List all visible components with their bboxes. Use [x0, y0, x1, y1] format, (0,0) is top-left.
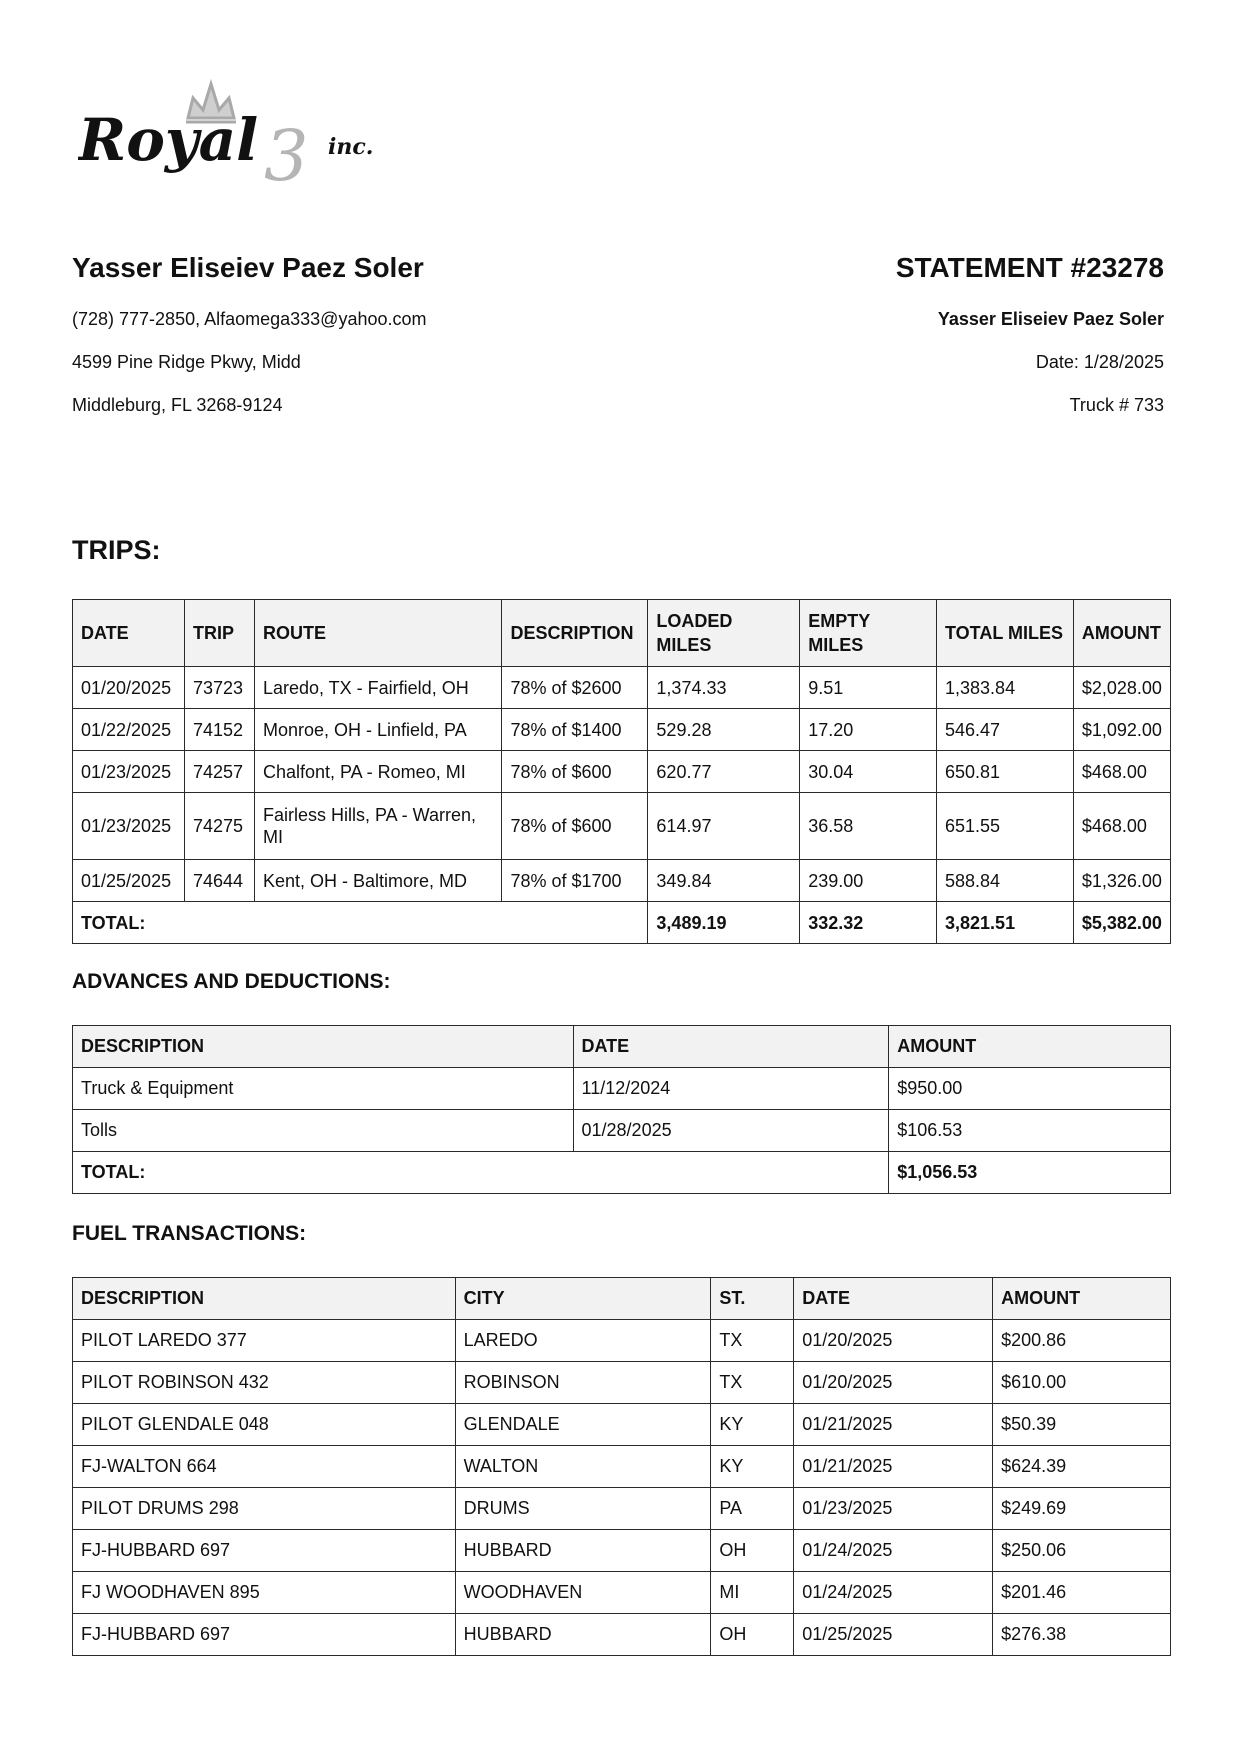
- table-row: [73, 667, 1171, 709]
- logo-suffix: inc.: [328, 134, 374, 160]
- trips-table: [72, 599, 1171, 944]
- table-cell: WOODHAVEN: [455, 1572, 711, 1614]
- table-cell: 01/23/2025: [794, 1488, 993, 1530]
- table-cell: 01/22/2025: [73, 709, 185, 751]
- column-header: DESCRIPTION: [73, 1278, 456, 1320]
- table-cell: KY: [711, 1404, 794, 1446]
- table-cell: $1,326.00: [1073, 860, 1170, 902]
- statement-recipient: Yasser Eliseiev Paez Soler: [937, 309, 1164, 329]
- driver-info: [72, 252, 427, 415]
- table-cell: 01/25/2025: [73, 860, 185, 902]
- table-cell: 349.84: [648, 860, 800, 902]
- table-cell: $276.38: [993, 1614, 1171, 1656]
- table-cell: Monroe, OH - Linfield, PA: [254, 709, 502, 751]
- column-header: EMPTY MILES: [800, 600, 937, 667]
- table-cell: $249.69: [993, 1488, 1171, 1530]
- table-cell: KY: [711, 1446, 794, 1488]
- table-cell: 01/20/2025: [794, 1362, 993, 1404]
- table-row: [73, 1614, 1171, 1656]
- trips-title: TRIPS:: [72, 535, 161, 565]
- table-cell: 1,374.33: [648, 667, 800, 709]
- table-cell: 74257: [184, 751, 254, 793]
- table-header-row: [73, 1278, 1171, 1320]
- column-header: DATE: [573, 1026, 889, 1068]
- table-cell: FJ-HUBBARD 697: [73, 1530, 456, 1572]
- table-cell: $200.86: [993, 1320, 1171, 1362]
- statement-date: Date: 1/28/2025: [1035, 352, 1164, 372]
- table-cell: $468.00: [1073, 793, 1170, 860]
- table-cell: 01/21/2025: [794, 1404, 993, 1446]
- table-cell: 36.58: [800, 793, 937, 860]
- table-cell: 74152: [184, 709, 254, 751]
- table-cell: 74644: [184, 860, 254, 902]
- table-cell: OH: [711, 1614, 794, 1656]
- table-cell: Truck & Equipment: [73, 1068, 574, 1110]
- column-header: AMOUNT: [889, 1026, 1171, 1068]
- table-cell: 78% of $1400: [502, 709, 648, 751]
- table-cell: 546.47: [937, 709, 1074, 751]
- total-label: TOTAL:: [73, 902, 648, 944]
- table-cell: 78% of $2600: [502, 667, 648, 709]
- table-cell: ROBINSON: [455, 1362, 711, 1404]
- table-cell: $201.46: [993, 1572, 1171, 1614]
- table-cell: Kent, OH - Baltimore, MD: [254, 860, 502, 902]
- table-cell: Tolls: [73, 1110, 574, 1152]
- total-loaded-miles: 3,489.19: [648, 902, 800, 944]
- table-row: [73, 1068, 1171, 1110]
- table-cell: 01/25/2025: [794, 1614, 993, 1656]
- table-cell: 30.04: [800, 751, 937, 793]
- table-cell: 650.81: [937, 751, 1074, 793]
- table-cell: 529.28: [648, 709, 800, 751]
- table-row: [73, 1362, 1171, 1404]
- table-cell: $624.39: [993, 1446, 1171, 1488]
- column-header: AMOUNT: [1073, 600, 1170, 667]
- table-cell: 01/20/2025: [794, 1320, 993, 1362]
- fuel-title: FUEL TRANSACTIONS:: [72, 1222, 307, 1245]
- table-cell: WALTON: [455, 1446, 711, 1488]
- table-cell: 239.00: [800, 860, 937, 902]
- table-header-row: [73, 600, 1171, 667]
- company-logo: [78, 78, 398, 198]
- table-cell: TX: [711, 1362, 794, 1404]
- table-cell: 651.55: [937, 793, 1074, 860]
- column-header: DATE: [73, 600, 185, 667]
- column-header: AMOUNT: [993, 1278, 1171, 1320]
- total-row: [73, 902, 1171, 944]
- table-row: [73, 860, 1171, 902]
- table-cell: GLENDALE: [455, 1404, 711, 1446]
- table-cell: PILOT LAREDO 377: [73, 1320, 456, 1362]
- table-row: [73, 1404, 1171, 1446]
- table-row: [73, 1530, 1171, 1572]
- table-cell: 01/23/2025: [73, 751, 185, 793]
- table-cell: 588.84: [937, 860, 1074, 902]
- table-cell: 01/23/2025: [73, 793, 185, 860]
- table-cell: MI: [711, 1572, 794, 1614]
- table-row: [73, 1110, 1171, 1152]
- table-cell: FJ-WALTON 664: [73, 1446, 456, 1488]
- table-cell: 01/24/2025: [794, 1572, 993, 1614]
- column-header: LOADED MILES: [648, 600, 800, 667]
- fuel-table: [72, 1277, 1171, 1656]
- table-cell: DRUMS: [455, 1488, 711, 1530]
- table-cell: 1,383.84: [937, 667, 1074, 709]
- column-header: DESCRIPTION: [502, 600, 648, 667]
- total-label: TOTAL:: [73, 1152, 889, 1194]
- table-cell: 74275: [184, 793, 254, 860]
- table-cell: 11/12/2024: [573, 1068, 889, 1110]
- table-cell: $610.00: [993, 1362, 1171, 1404]
- total-amount: $1,056.53: [889, 1152, 1171, 1194]
- table-cell: FJ-HUBBARD 697: [73, 1614, 456, 1656]
- table-cell: PILOT DRUMS 298: [73, 1488, 456, 1530]
- advances-title: ADVANCES AND DEDUCTIONS:: [72, 970, 391, 993]
- table-cell: PILOT ROBINSON 432: [73, 1362, 456, 1404]
- table-cell: Laredo, TX - Fairfield, OH: [254, 667, 502, 709]
- driver-address-line1: 4599 Pine Ridge Pkwy, Midd: [72, 352, 301, 372]
- total-amount: $5,382.00: [1073, 902, 1170, 944]
- table-cell: $1,092.00: [1073, 709, 1170, 751]
- table-cell: 78% of $600: [502, 751, 648, 793]
- table-cell: 01/24/2025: [794, 1530, 993, 1572]
- table-row: [73, 1446, 1171, 1488]
- table-cell: 78% of $600: [502, 793, 648, 860]
- driver-address-line2: Middleburg, FL 3268-9124: [72, 395, 283, 415]
- table-cell: $2,028.00: [1073, 667, 1170, 709]
- table-cell: 17.20: [800, 709, 937, 751]
- table-cell: 620.77: [648, 751, 800, 793]
- driver-name: Yasser Eliseiev Paez Soler: [72, 252, 424, 283]
- logo-wordmark: Royal: [78, 106, 259, 174]
- advances-table: [72, 1025, 1171, 1194]
- logo-number: 3: [264, 115, 309, 197]
- statement-truck: Truck # 733: [1069, 395, 1164, 415]
- table-cell: $106.53: [889, 1110, 1171, 1152]
- table-row: [73, 751, 1171, 793]
- total-miles: 3,821.51: [937, 902, 1074, 944]
- table-cell: $950.00: [889, 1068, 1171, 1110]
- column-header: TRIP: [184, 600, 254, 667]
- table-cell: 614.97: [648, 793, 800, 860]
- column-header: DESCRIPTION: [73, 1026, 574, 1068]
- column-header: TOTAL MILES: [937, 600, 1074, 667]
- column-header: CITY: [455, 1278, 711, 1320]
- table-cell: Chalfont, PA - Romeo, MI: [254, 751, 502, 793]
- table-cell: 01/28/2025: [573, 1110, 889, 1152]
- table-cell: 01/20/2025: [73, 667, 185, 709]
- table-row: [73, 1572, 1171, 1614]
- table-cell: LAREDO: [455, 1320, 711, 1362]
- table-cell: HUBBARD: [455, 1614, 711, 1656]
- column-header: ROUTE: [254, 600, 502, 667]
- table-row: [73, 793, 1171, 860]
- column-header: DATE: [794, 1278, 993, 1320]
- table-cell: OH: [711, 1530, 794, 1572]
- table-cell: 9.51: [800, 667, 937, 709]
- table-cell: $250.06: [993, 1530, 1171, 1572]
- statement-info: [895, 252, 1164, 415]
- statement-title: STATEMENT #23278: [895, 252, 1164, 283]
- column-header: ST.: [711, 1278, 794, 1320]
- table-row: [73, 1488, 1171, 1530]
- table-cell: 01/21/2025: [794, 1446, 993, 1488]
- table-cell: PA: [711, 1488, 794, 1530]
- total-empty-miles: 332.32: [800, 902, 937, 944]
- table-cell: $50.39: [993, 1404, 1171, 1446]
- driver-contact: (728) 777-2850, Alfaomega333@yahoo.com: [72, 309, 427, 329]
- table-row: [73, 1320, 1171, 1362]
- table-header-row: [73, 1026, 1171, 1068]
- table-cell: HUBBARD: [455, 1530, 711, 1572]
- table-cell: Fairless Hills, PA - Warren, MI: [254, 793, 502, 860]
- table-row: [73, 709, 1171, 751]
- table-cell: PILOT GLENDALE 048: [73, 1404, 456, 1446]
- table-cell: $468.00: [1073, 751, 1170, 793]
- table-cell: 73723: [184, 667, 254, 709]
- table-cell: TX: [711, 1320, 794, 1362]
- total-row: [73, 1152, 1171, 1194]
- table-cell: 78% of $1700: [502, 860, 648, 902]
- table-cell: FJ WOODHAVEN 895: [73, 1572, 456, 1614]
